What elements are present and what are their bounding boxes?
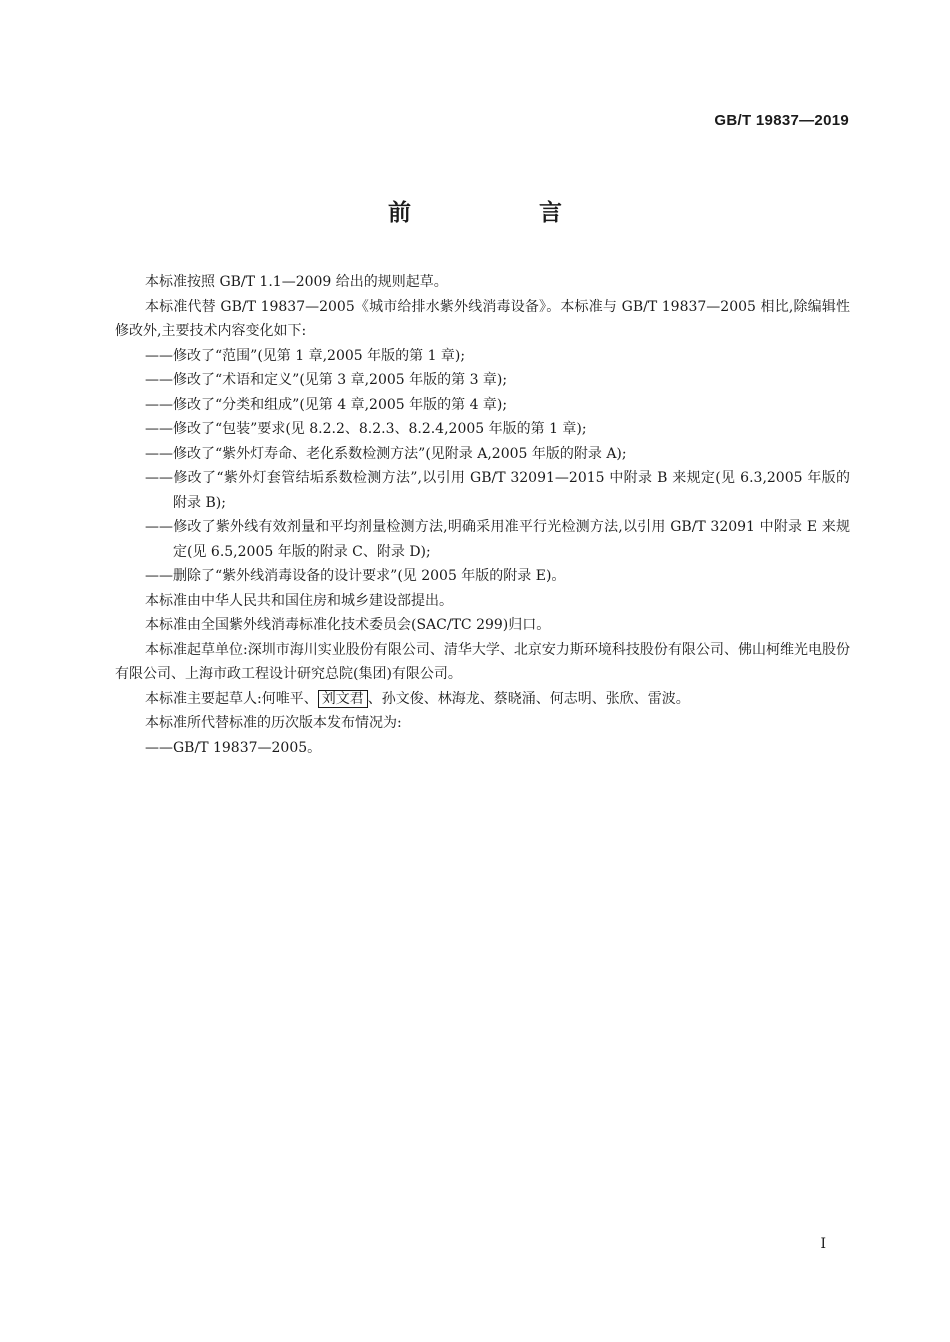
paragraph-drafters	[115, 687, 850, 712]
paragraph-history: 本标准所代替标准的历次版本发布情况为:	[145, 715, 402, 731]
list-item: ——删除了“紫外线消毒设备的设计要求”(见 2005 年版的附录 E)。	[145, 568, 566, 584]
page-number: I	[820, 1236, 826, 1252]
list-item: ——修改了“分类和组成”(见第 4 章,2005 年版的第 4 章);	[145, 396, 508, 413]
drafters-suffix: 、孙文俊、林海龙、蔡晓涌、何志明、张欣、雷波。	[367, 690, 690, 707]
list-item: ——修改了紫外线有效剂量和平均剂量检测方法,明确采用准平行光检测方法,以引用 GB/T 32091 中附录 E 来规定(见 6.5,2005 年版的附录 C、附录 D);	[145, 519, 850, 560]
paragraph-committee: 本标准由全国紫外线消毒标准化技术委员会(SAC/TC 299)归口。	[145, 617, 551, 633]
list-item: ——修改了“术语和定义”(见第 3 章,2005 年版的第 3 章);	[145, 372, 508, 388]
list-item: ——修改了“范围”(见第 1 章,2005 年版的第 1 章);	[145, 347, 466, 364]
list-item: ——修改了“紫外灯套管结垢系数检测方法”,以引用 GB/T 32091—2015 中附录 B 来规定(见 6.3,2005 年版的附录 B);	[145, 470, 850, 511]
drafters-prefix: 本标准主要起草人:何唯平、	[145, 690, 318, 707]
paragraph-replacement: 本标准代替 GB/T 19837—2005《城市给排水紫外线消毒设备》。本标准与 GB/T 19837—2005 相比,除编辑性修改外,主要技术内容变化如下:	[115, 298, 850, 339]
page-title: 前 言	[387, 200, 622, 226]
paragraph-drafting-units: 本标准起草单位:深圳市海川实业股份有限公司、清华大学、北京安力斯环境科技股份有限公司、佛山柯维光电股份有限公司、上海市政工程设计研究总院(集团)有限公司。	[115, 641, 850, 682]
list-item: ——修改了“紫外灯寿命、老化系数检测方法”(见附录 A,2005 年版的附录 A);	[145, 445, 627, 462]
standard-code-header: GB/T 19837—2019	[714, 112, 849, 129]
paragraph-proposer: 本标准由中华人民共和国住房和城乡建设部提出。	[145, 592, 453, 609]
list-item: ——修改了“包装”要求(见 8.2.2、8.2.3、8.2.4,2005 年版的第 1 章);	[145, 421, 587, 437]
boxed-drafter-name: 刘文君	[318, 690, 368, 708]
paragraph-previous-version: ——GB/T 19837—2005。	[145, 739, 322, 756]
paragraph-drafting-rules: 本标准按照 GB/T 1.1—2009 给出的规则起草。	[145, 274, 448, 290]
foreword-body	[115, 270, 850, 760]
